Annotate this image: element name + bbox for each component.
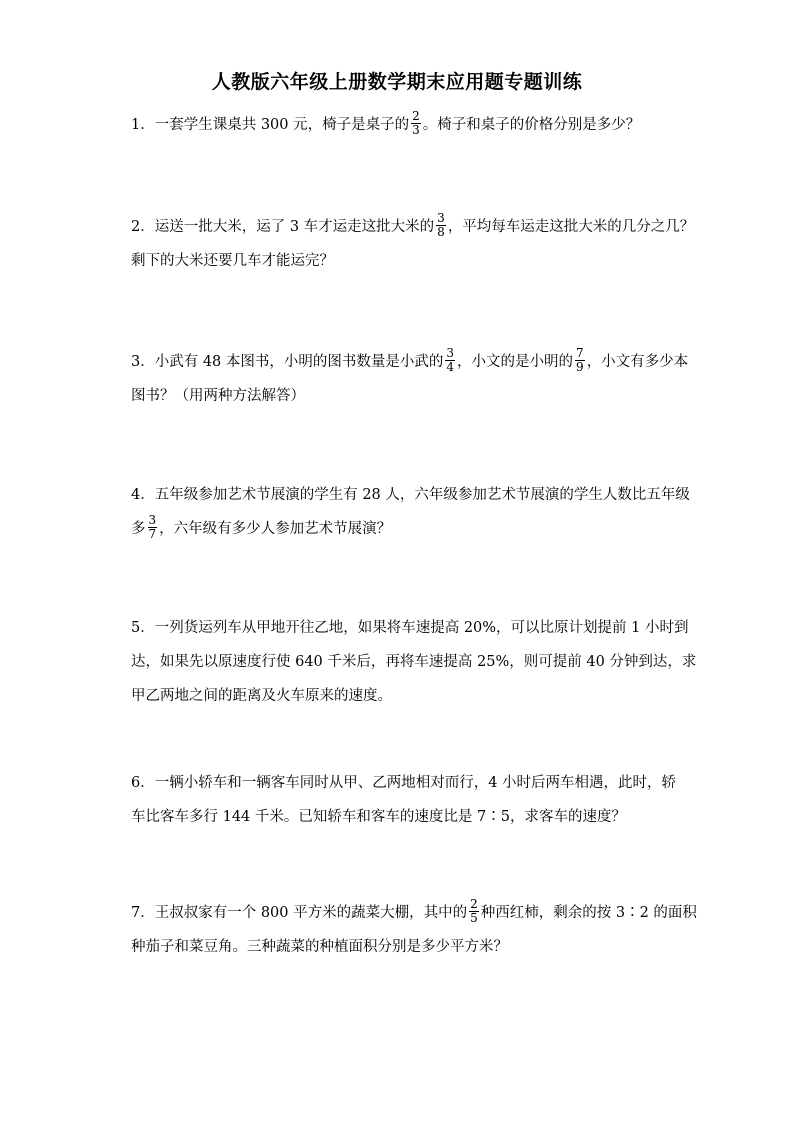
problem-7: [131, 896, 697, 964]
fraction: [575, 347, 585, 374]
problem-2-line-1: [131, 210, 695, 244]
problem-2-line-2: 剩下的大米还要几车才能运完？: [131, 253, 334, 269]
fraction: [436, 212, 446, 239]
fraction-numerator: 3: [148, 512, 157, 527]
text: ，平均每车运走这批大米的几分之几？: [447, 219, 695, 235]
fraction: [148, 514, 158, 541]
fraction-denominator: 8: [437, 224, 445, 239]
problem-5: [131, 611, 697, 713]
text: 种西红柿，剩余的按 3∶2 的面积: [480, 905, 697, 921]
text: ，小文有多少本: [586, 354, 689, 370]
fraction-denominator: 7: [148, 526, 157, 541]
problem-4-line-2: [131, 512, 671, 546]
fraction-numerator: 7: [576, 345, 584, 360]
text: ，六年级有多少人参加艺术节展演？: [159, 521, 392, 537]
text: ，小文的是小明的: [457, 354, 574, 370]
problem-6-line-1: 6．一辆小轿车和一辆客车同时从甲、乙两地相对而行，4 小时后两车相遇，此时，轿: [131, 775, 677, 791]
fraction: [445, 347, 455, 374]
problem-4: [131, 478, 690, 546]
problem-7-line-2: 种茄子和菜豆角。三种蔬菜的种植面积分别是多少平方米？: [131, 939, 508, 955]
problem-7-line-1: [131, 896, 697, 930]
fraction-numerator: 3: [446, 345, 455, 360]
problem-5-line-1: 5．一列货运列车从甲地开往乙地，如果将车速提高 20%，可以比原计划提前 1 小时到: [131, 620, 689, 636]
fraction-numerator: 3: [437, 210, 445, 225]
fraction-denominator: 5: [470, 910, 478, 925]
text: 。椅子和桌子的价格分别是多少？: [422, 117, 641, 133]
problem-6-line-2: 车比客车多行 144 千米。已知轿车和客车的速度比是 7∶5，求客车的速度？: [131, 809, 626, 825]
page-title: 人教版六年级上册数学期末应用题专题训练: [211, 71, 583, 93]
problem-3-line-2: 图书？（用两种方法解答）: [131, 388, 305, 404]
fraction-denominator: 3: [412, 122, 420, 137]
problem-1: [131, 108, 671, 142]
text: 3．小武有 48 本图书，小明的图书数量是小武的: [131, 354, 444, 370]
problem-6: [131, 766, 677, 834]
fraction-numerator: 2: [470, 896, 478, 911]
fraction-denominator: 9: [576, 359, 584, 374]
fraction-numerator: 2: [412, 108, 420, 123]
problem-5-line-3: 甲乙两地之间的距离及火车原来的速度。: [131, 688, 392, 704]
fraction: [469, 898, 479, 925]
problem-4-line-1: 4．五年级参加艺术节展演的学生有 28 人，六年级参加艺术节展演的学生人数比五年级: [131, 487, 690, 503]
text: 2．运送一批大米，运了 3 车才运走这批大米的: [131, 219, 435, 235]
problem-3: [131, 345, 689, 413]
problem-3-line-1: [131, 345, 689, 379]
fraction: [411, 110, 421, 137]
text: 多: [131, 521, 146, 537]
problem-5-line-2: 达，如果先以原速度行使 640 千米后，再将车速提高 25%，则可提前 40 分钟到达，求: [131, 654, 697, 670]
problem-1-line-1: [131, 108, 671, 142]
fraction-denominator: 4: [446, 359, 455, 374]
problem-2: [131, 210, 695, 278]
text: 7．王叔叔家有一个 800 平方米的蔬菜大棚，其中的: [131, 905, 468, 921]
text: 1．一套学生课桌共 300 元，椅子是桌子的: [131, 117, 410, 133]
